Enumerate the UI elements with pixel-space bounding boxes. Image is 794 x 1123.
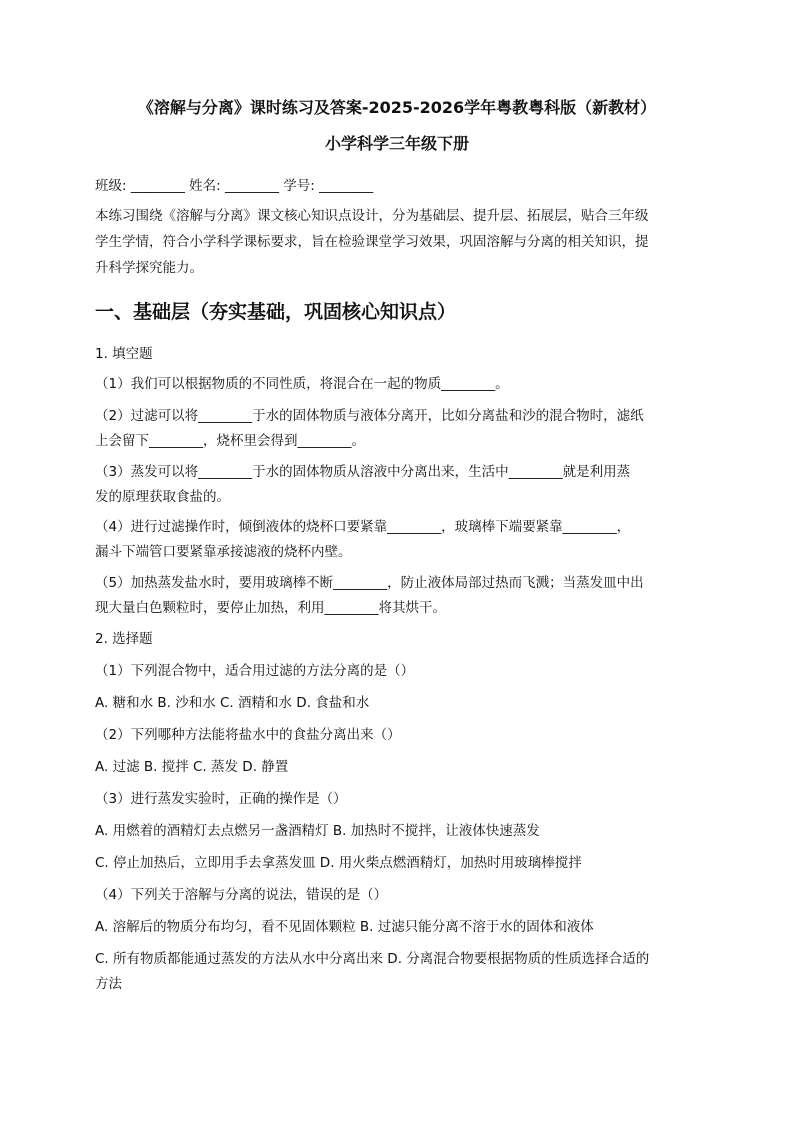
- section-heading-basic: 一、基础层（夯实基础，巩固核心知识点）: [95, 301, 457, 323]
- fill-blank-line: （5）加热蒸发盐水时，要用玻璃棒不断________，防止液体局部过热而飞溅；当蒸发皿中出: [95, 575, 644, 591]
- student-info-line: 班级: ________ 姓名: ________ 学号: ________: [95, 178, 374, 194]
- choice-line: A. 用燃着的酒精灯去点燃另一盏酒精灯 B. 加热时不搅拌，让液体快速蒸发: [95, 823, 540, 839]
- fill-blank-heading: 1. 填空题: [95, 346, 153, 362]
- choice-line: （3）进行蒸发实验时，正确的操作是（）: [95, 791, 347, 807]
- intro-line-1: 本练习围绕《溶解与分离》课文核心知识点设计，分为基础层、提升层、拓展层，贴合三年级: [95, 208, 649, 224]
- choice-line: （4）下列关于溶解与分离的说法，错误的是（）: [95, 887, 388, 903]
- fill-blank-line: 发的原理获取食盐的。: [95, 489, 230, 505]
- choice-line: 方法: [95, 976, 122, 992]
- document-title-line-1: 《溶解与分离》课时练习及答案-2025-2026学年粤教粤科版（新教材）: [137, 98, 657, 117]
- choice-line: （2）下列哪种方法能将盐水中的食盐分离出来（）: [95, 727, 401, 743]
- fill-blank-line: （1）我们可以根据物质的不同性质，将混合在一起的物质________。: [95, 376, 509, 392]
- choice-line: （1）下列混合物中，适合用过滤的方法分离的是（）: [95, 663, 415, 679]
- intro-line-3: 升科学探究能力。: [95, 260, 203, 276]
- choice-line: A. 过滤 B. 搅拌 C. 蒸发 D. 静置: [95, 759, 289, 775]
- fill-blank-line: （4）进行过滤操作时，倾倒液体的烧杯口要紧靠________，玻璃棒下端要紧靠________，: [95, 519, 631, 535]
- fill-blank-line: （2）过滤可以将________于水的固体物质与液体分离开，比如分离盐和沙的混合物时，滤纸: [95, 408, 644, 424]
- choice-line: C. 停止加热后，立即用手去拿蒸发皿 D. 用火柴点燃酒精灯，加热时用玻璃棒搅拌: [95, 855, 582, 871]
- fill-blank-line: 现大量白色颗粒时，要停止加热，利用________将其烘干。: [95, 600, 446, 616]
- choice-heading: 2. 选择题: [95, 631, 153, 647]
- intro-line-2: 学生学情，符合小学科学课标要求，旨在检验课堂学习效果，巩固溶解与分离的相关知识，提: [95, 234, 649, 250]
- choice-line: C. 所有物质都能通过蒸发的方法从水中分离出来 D. 分离混合物要根据物质的性质选择合适的: [95, 951, 650, 967]
- fill-blank-line: 漏斗下端管口要紧靠承接滤液的烧杯内壁。: [95, 544, 352, 560]
- choice-line: A. 溶解后的物质分布均匀，看不见固体颗粒 B. 过滤只能分离不溶于水的固体和液体: [95, 919, 594, 935]
- document-title-line-2: 小学科学三年级下册: [324, 134, 469, 153]
- choice-line: A. 糖和水 B. 沙和水 C. 酒精和水 D. 食盐和水: [95, 695, 370, 711]
- fill-blank-line: 上会留下________，烧杯里会得到________。: [95, 433, 365, 449]
- fill-blank-line: （3）蒸发可以将________于水的固体物质从溶液中分离出来，生活中________就是利用蒸: [95, 464, 631, 480]
